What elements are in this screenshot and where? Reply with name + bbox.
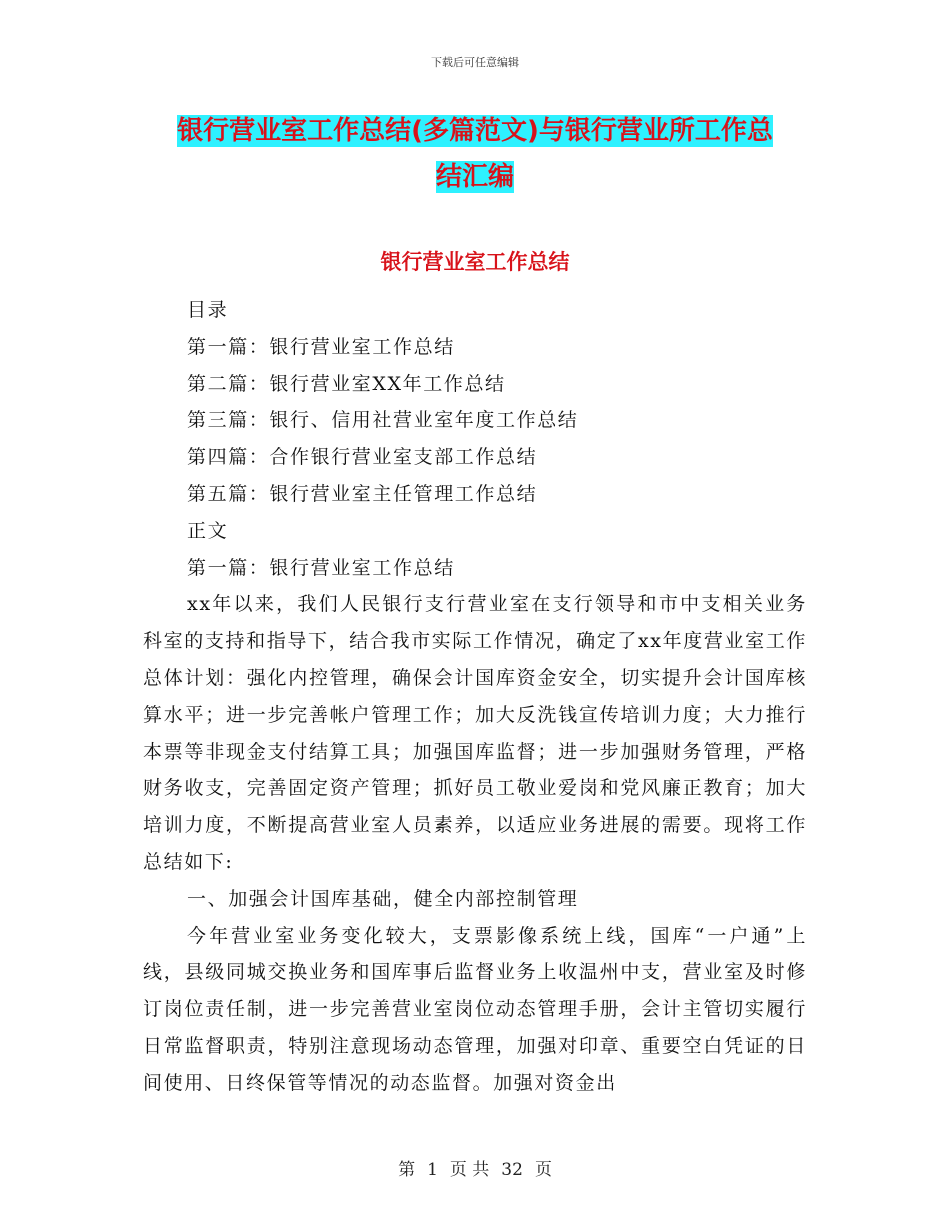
toc-item: 第一篇：银行营业室工作总结 [187,335,455,358]
toc-item: 第三篇：银行、信用社营业室年度工作总结 [187,409,579,432]
document-title-line-1: 银行营业室工作总结(多篇范文)与银行营业所工作总 [177,116,773,146]
footer-middle: 页 共 [449,1160,490,1180]
document-title [140,108,810,200]
toc-item: 第二篇：银行营业室XX年工作总结 [187,372,506,395]
paragraph: 今年营业室业务变化较大，支票影像系统上线，国库“一户通”上线，县级同城交换业务和国库事后监督业务上收温州中支，营业室及时修订岗位责任制，进一步完善营业室岗位动态管理手册，会计主管切实履行日常监督职责，特别注意现场动态管理，加强对印章、重要空白凭证的日间使用、日终保管等情况的动态监督。加强对资金出 [143,924,807,1094]
page-total: 32 [501,1160,523,1180]
part-heading: 第一篇：银行营业室工作总结 [187,556,455,579]
document-title-line-2: 结汇编 [435,162,514,192]
toc-label: 目录 [187,299,229,321]
paragraph: xx年以来，我们人民银行支行营业室在支行领导和市中支相关业务科室的支持和指导下，结合我市实际工作情况，确定了xx年度营业室工作总体计划：强化内控管理，确保会计国库资金安全，切实提升会计国库核算水平；进一步完善帐户管理工作；加大反洗钱宣传培训力度；大力推行本票等非现金支付结算工具；加强国库监督；进一步加强财务管理，严格财务收支，完善固定资产管理；抓好员工敬业爱岗和党风廉正教育；加大培训力度，不断提高营业室人员素养，以适应业务进展的需要。现将工作总结如下: [143,593,807,873]
footer-prefix: 第 [398,1160,416,1180]
toc-item: 第四篇：合作银行营业室支部工作总结 [187,446,538,469]
footer-suffix: 页 [534,1160,552,1180]
document-body [143,292,807,1102]
page-footer [0,1155,950,1180]
body-label: 正文 [187,519,229,542]
page-number: 1 [427,1160,438,1180]
header-note: 下载后可任意编辑 [431,56,519,69]
section-title: 银行营业室工作总结 [380,250,570,274]
subsection-heading: 一、加强会计国库基础，健全内部控制管理 [187,887,579,910]
toc-item: 第五篇：银行营业室主任管理工作总结 [187,482,538,505]
